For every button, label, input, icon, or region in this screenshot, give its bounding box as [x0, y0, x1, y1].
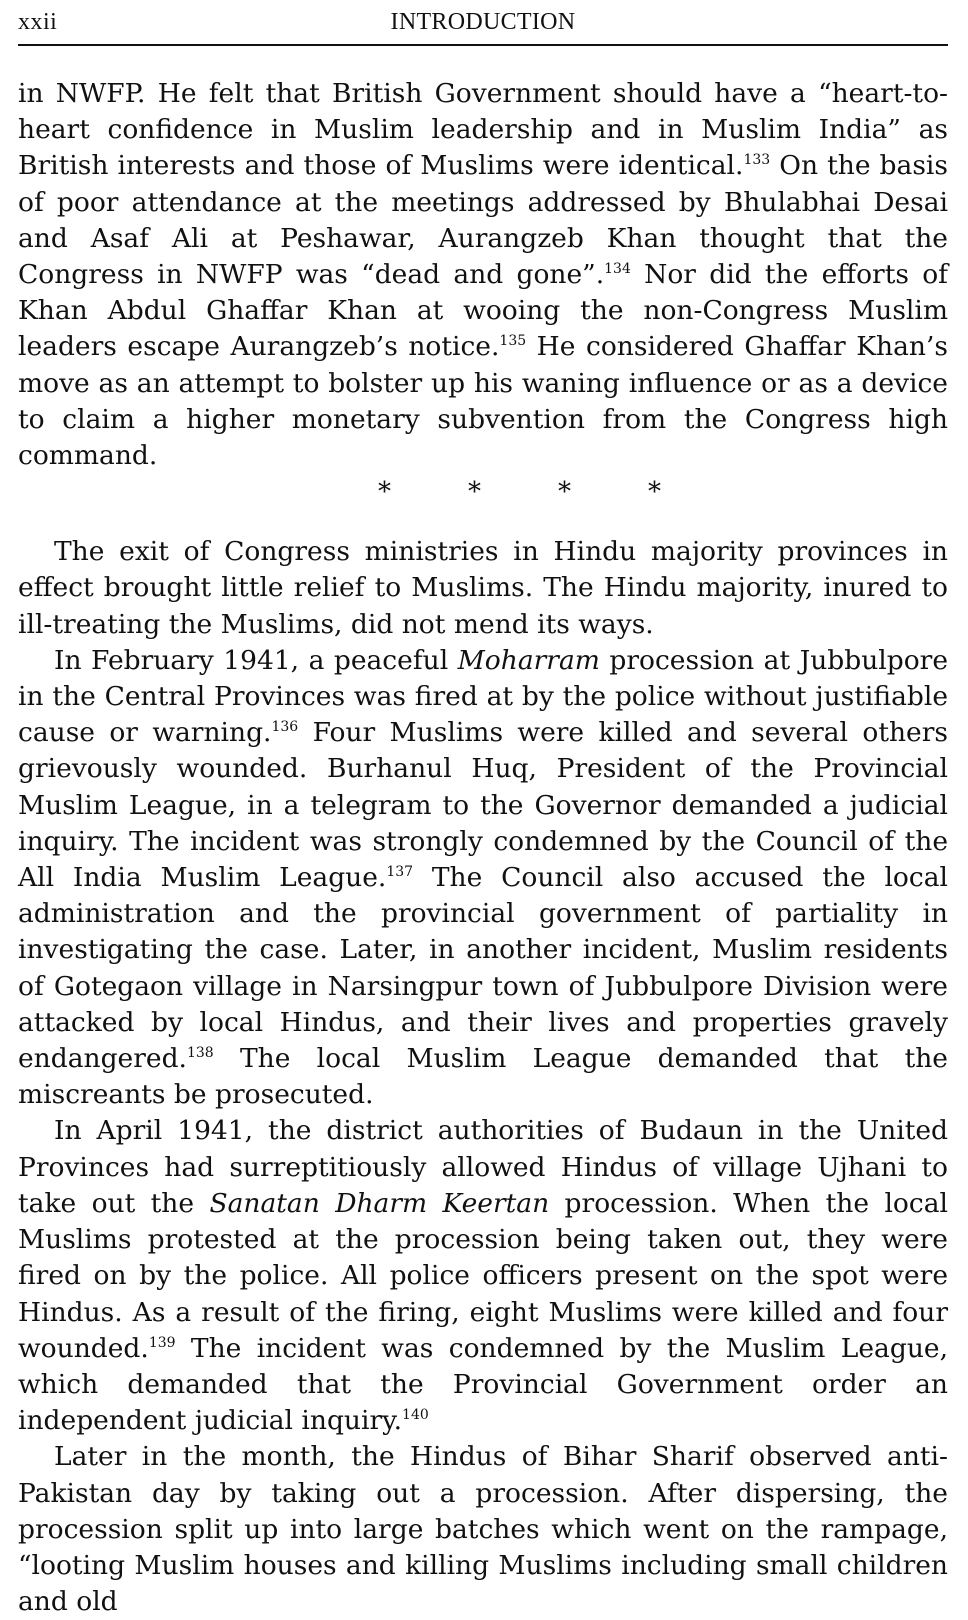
- footnote-ref: 134: [604, 261, 631, 278]
- text-run: The exit of Congress ministries in Hindu majority provinces in effect brought little relief to Muslims. The Hindu majority, inured to ill-treating the Muslims, did not mend its ways.: [18, 536, 948, 640]
- paragraph-5: [18, 1439, 948, 1620]
- text-run: The local Muslim League demanded that the miscreants be prosecuted.: [18, 1043, 948, 1111]
- running-header: [18, 0, 948, 46]
- page-number: xxii: [18, 9, 58, 35]
- running-title: INTRODUCTION: [390, 9, 576, 35]
- text-run: On the basis of poor attendance at the meetings addressed by Bhulabhai Desai and Asaf Ali at Peshawar, Aurangzeb Khan thought that the Congress in NWFP was “dead and gone”.: [18, 150, 948, 291]
- section-separator: [18, 474, 948, 510]
- footnote-ref: 138: [186, 1045, 214, 1062]
- footnote-ref: 140: [402, 1407, 429, 1424]
- italic-term: Sanatan Dharm Keertan: [209, 1187, 550, 1219]
- footnote-ref: 137: [386, 864, 414, 881]
- text-run: He considered Ghaffar Khan’s move as an attempt to bolster up his waning influence or as a device to claim a higher monetary subvention from the Congress high command.: [18, 331, 948, 472]
- italic-term: Moharram: [457, 644, 600, 676]
- footnote-ref: 139: [148, 1334, 176, 1351]
- text-run: procession. When the local Muslims protested at the procession being taken out, they were fired on by the police. All police officers present on the spot were Hindus. As a result of the firing, eight Muslims were killed and four wounded.: [18, 1187, 948, 1364]
- footnote-ref: 135: [499, 333, 527, 350]
- text-run: In April 1941, the district authorities of Budaun in the United Provinces had surreptitiously allowed Hindus of village Ujhani to take out the: [18, 1115, 948, 1219]
- text-run: The Council also accused the local administration and the provincial government of partiality in investigating the case. Later, in another incident, Muslim residents of Gotegaon village in Narsingpur town of Jubbulpore Division were attacked by local Hindus, and their lives and properties gravely endangered.: [18, 862, 948, 1075]
- paragraph-3: [18, 643, 948, 1114]
- text-run: Later in the month, the Hindus of Bihar Sharif observed anti-Pakistan day by taking out a procession. After dispersing, the procession split up into large batches which went on the rampage, “looting Muslim houses and killing Muslims including small children and old: [18, 1441, 948, 1618]
- footnote-ref: 136: [271, 719, 299, 736]
- paragraph-2: [18, 534, 948, 643]
- body-text: [18, 76, 948, 1620]
- text-run: in NWFP. He felt that British Government should have a “heart-to-heart confidence in Muslim leadership and in Muslim India” as British interests and those of Muslims were identical.: [18, 78, 948, 182]
- asterisk: *: [468, 477, 481, 508]
- text-run: Nor did the efforts of Khan Abdul Ghaffar Khan at wooing the non-Congress Muslim leaders escape Aurangzeb’s notice.: [18, 259, 948, 363]
- paragraph-4: [18, 1113, 948, 1439]
- asterisk: *: [648, 477, 661, 508]
- text-run: The incident was condemned by the Muslim League, which demanded that the Provincial Government order an independent judicial inquiry.: [18, 1332, 948, 1437]
- text-run: procession at Jubbulpore in the Central Provinces was fired at by the police without justifiable cause or warning.: [18, 644, 949, 749]
- asterisk: *: [558, 477, 571, 508]
- text-run: In February 1941, a peaceful: [54, 644, 458, 676]
- asterisk: *: [378, 477, 391, 508]
- footnote-ref: 133: [743, 152, 771, 169]
- text-run: Four Muslims were killed and several others grievously wounded. Burhanul Huq, President of the Provincial Muslim League, in a telegram to the Governor demanded a judicial inquiry. The incident was strongly condemned by the Council of the All India Muslim League.: [18, 717, 949, 894]
- paragraph-1: [18, 76, 948, 474]
